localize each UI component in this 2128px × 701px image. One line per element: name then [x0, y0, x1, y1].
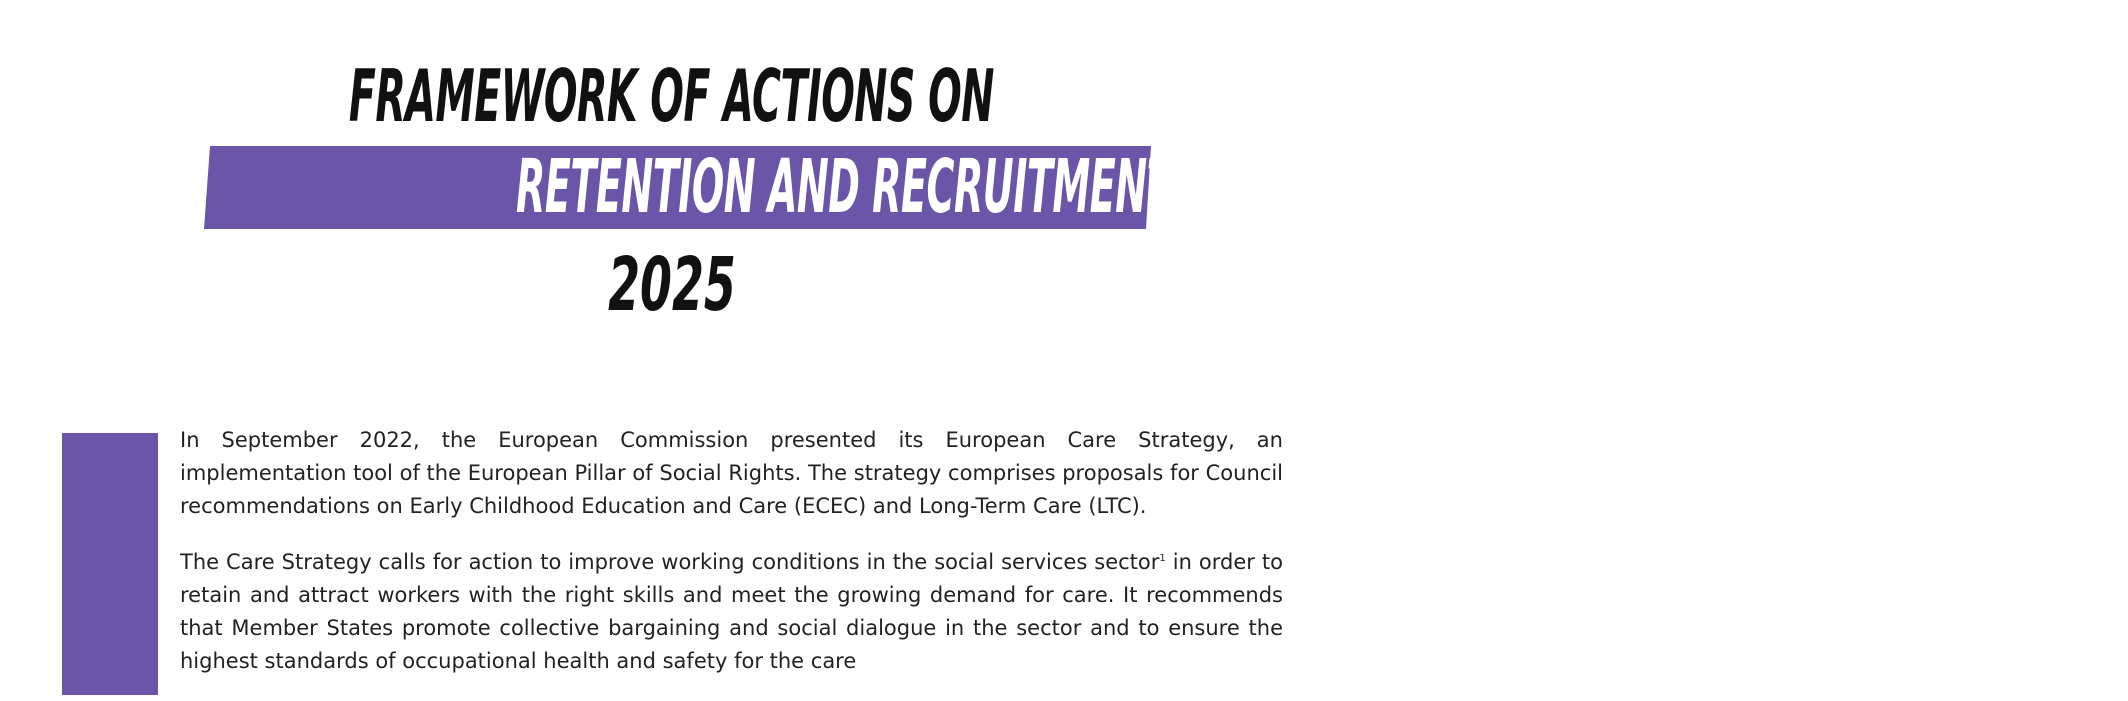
document-title-line-2 [0, 144, 1612, 230]
background-paragraph-2 [180, 546, 1283, 678]
footnote-marker[interactable]: 1 [1159, 553, 1166, 564]
background-paragraph-2-text: The Care Strategy calls for action to improve working conditions in the social services sector [180, 550, 1160, 574]
background-paragraph-2-continuation: in order to retain and attract workers with the right skills and meet the growing demand for care. It recommends that Member States promote collective bargaining and social dialogue in the sector and to ensure the highest standards of occupational health and safety for the care [180, 550, 1283, 673]
section-body [180, 424, 1283, 701]
document-title-line-2-text: RETENTION AND RECRUITMENT IN SOCIAL SERVICES [516, 144, 1612, 230]
section-tab [62, 433, 158, 695]
background-paragraph-1: In September 2022, the European Commission presented its European Care Strategy, an implementation tool of the European Pillar of Social Rights. The strategy comprises proposals for Council recommendations on Early Childhood Education and Care (ECEC) and Long-Term Care (LTC). [180, 428, 1283, 518]
document-title-year [0, 244, 1343, 326]
document-title-line-1-text: FRAMEWORK OF ACTIONS ON [349, 54, 994, 138]
section-tab-label: BACKGROUND [36, 470, 62, 664]
document-title-line-1 [0, 56, 1343, 136]
document-title-year-text: 2025 [607, 242, 736, 328]
